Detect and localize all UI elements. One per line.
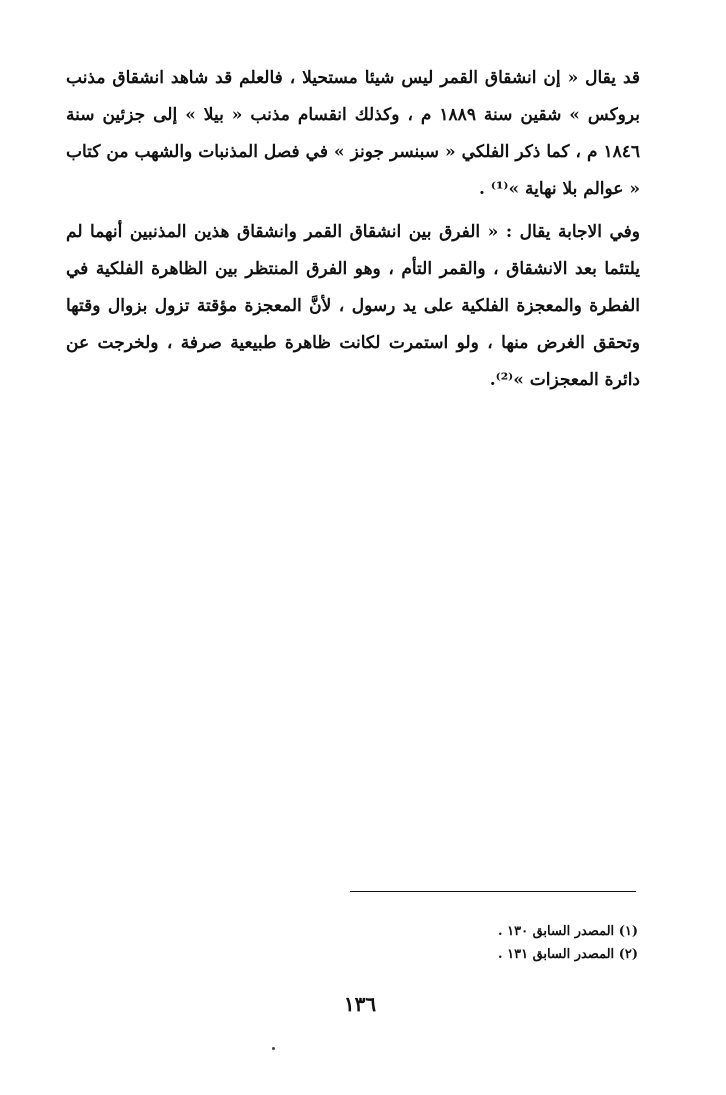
page-number: ١٣٦ [343,992,377,1016]
body-paragraph: وفي الاجابة يقال : « الفرق بين انشقاق القمر وانشقاق هذين المذنبين أنهما لم يلتئما بعد الانشقاق ، والقمر التأم ، وهو الفرق المنتظر بين الظاهرة الفلكية في الفطرة والمعجزة الفلكية على يد رسول ، لأنَّ المعجزة مؤقتة تزول بزوال وقتها وتحقق الغرض منها ، ولو استمرت لكانت ظاهرة طبيعية صرفة ، ولخرجت عن دائرة المعجزات »⁽²⁾. [66,222,640,390]
scan-speck [272,1047,275,1050]
body-paragraph: قد يقال « إن انشقاق القمر ليس شيئا مستحيلا ، فالعلم قد شاهد انشقاق مذنب بروكس » شقين سنة ١٨٨٩ م ، وكذلك انقسام مذنب « بيلا » إلى جزئين سنة ١٨٤٦ م ، كما ذكر الفلكي « سبنسر جونز » في فصل المذنبات والشهب من كتاب « عوالم بلا نهاية »⁽¹⁾ . [66,68,640,199]
footnote-separator [350,891,636,892]
footnote: (٢) المصدر السابق ١٣١ . [498,947,638,962]
footnotes [350,920,638,966]
footnote: (١) المصدر السابق ١٣٠ . [498,924,638,939]
